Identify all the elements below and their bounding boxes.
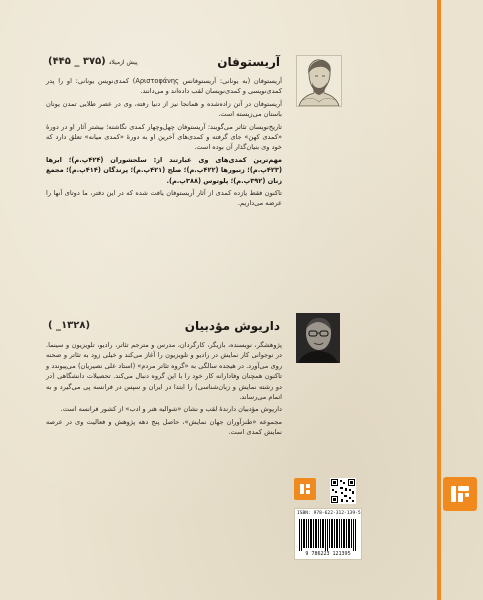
author2-header — [48, 319, 280, 337]
barcode-icon — [294, 508, 362, 560]
author1-dates-prefix: پیش ازمیلاد — [108, 59, 138, 66]
orange-stripe — [437, 0, 441, 600]
barcode-bars — [299, 519, 357, 551]
author1-paragraph: تاکنون فقط یازده کمدی از آثار آریستوفان یافت شده که در این دفتر، ما دوتای آنها را عرضه می‌داریم. — [46, 189, 282, 208]
author-photo-icon — [296, 313, 340, 363]
author2-dates: (۱۳۲۸_ ) — [48, 320, 91, 331]
author1-bio — [46, 76, 282, 211]
author2-paragraph: پژوهشگر، نویسنده، بازیگر، کارگردان، مدرس و مترجم تئاتر، رادیو، تلویزیون و سینما. در نوجوانی کار نمایش در رادیو و تلویزیون را آغاز می‌کند و خیلی زود به تئاتر و صحنه روی می‌آورد. در هیجده سالگی به «گروه تئاتر مردم» (استاد علی نصیریان) می‌پیوندد و تاکنون همچنان وفادارانه کار خود را با این گروه دنبال می‌کند. تحصیلات دانشگاهی (در دو رشته نمایش و زبان‌شناسی) را ابتدا در ایران و سپس در فرانسه پی می‌گیرد و به اتمام می‌رساند. — [46, 341, 282, 402]
qr-code-icon — [330, 478, 356, 504]
author1-paragraph: آریستوفان (به یونانی: آریستوفانس Aριστοφάνης) کمدی‌نویس یونانی: او را پدر کمدی‌نویسی و کمدی‌نویسان لقب داده‌اند و می‌دانند. — [46, 77, 282, 96]
author1-paragraph: مهم‌ترین کمدی‌های وی عبارتند از: سلحشوران (۴۲۴پ.م)؛ ابرها (۴۲۳پ.م)؛ زنبورها (۴۲۲پ.م)؛ صلح (۴۲۱پ.م)؛ پرندگان (۴۱۴پ.م)؛ مجمع زنان (۳۹۲پ.م)؛ پلوتوس (۳۸۸پ.م). — [46, 155, 283, 185]
author1-paragraph: تاریخ‌نویسان تئاتر می‌گویند: آریستوفان چهل‌وچهار کمدی نگاشته؛ بیشتر آثار او در دورهٔ «کمدی کهن» جای گرفته و کمدی‌های آخرین او به دورهٔ «کمدی میانه» تعلق دارد که خود وی بنیان‌گذار آن بوده است. — [46, 122, 282, 152]
publisher-logo-icon — [443, 477, 477, 511]
author1-dates — [48, 56, 138, 67]
author1-paragraph: آریستوفان در آتن زاده‌شده و همانجا نیز از دنیا رفته، وی در عصر طلایی تمدن یونان باستان می‌زیسته است. — [46, 99, 282, 119]
author2-name: داریوش مؤدبیان — [184, 319, 280, 333]
author1-dates-value: (۳۷۵ _ ۴۴۵) — [48, 56, 106, 67]
isbn-label: ISBN: 978-622-312-139-5 — [297, 511, 361, 516]
author1-header — [48, 55, 280, 73]
author2-paragraph: داریوش مؤدبیان دارندهٔ لقب و نشان «شوالیه هنر و ادب» از کشور فرانسه است. — [60, 405, 282, 414]
author1-name: آریستوفان — [217, 55, 280, 69]
isbn-number: 9 786223 121395 — [305, 551, 351, 557]
author2-paragraph: مجموعه «طنزآوران جهان نمایش»، حاصل پنج دهه پژوهش و فعالیت وی در عرصه نمایش کمدی است. — [46, 417, 282, 437]
publisher-mark-icon — [294, 478, 316, 500]
bust-portrait-icon — [296, 55, 342, 107]
author2-bio — [46, 340, 282, 440]
